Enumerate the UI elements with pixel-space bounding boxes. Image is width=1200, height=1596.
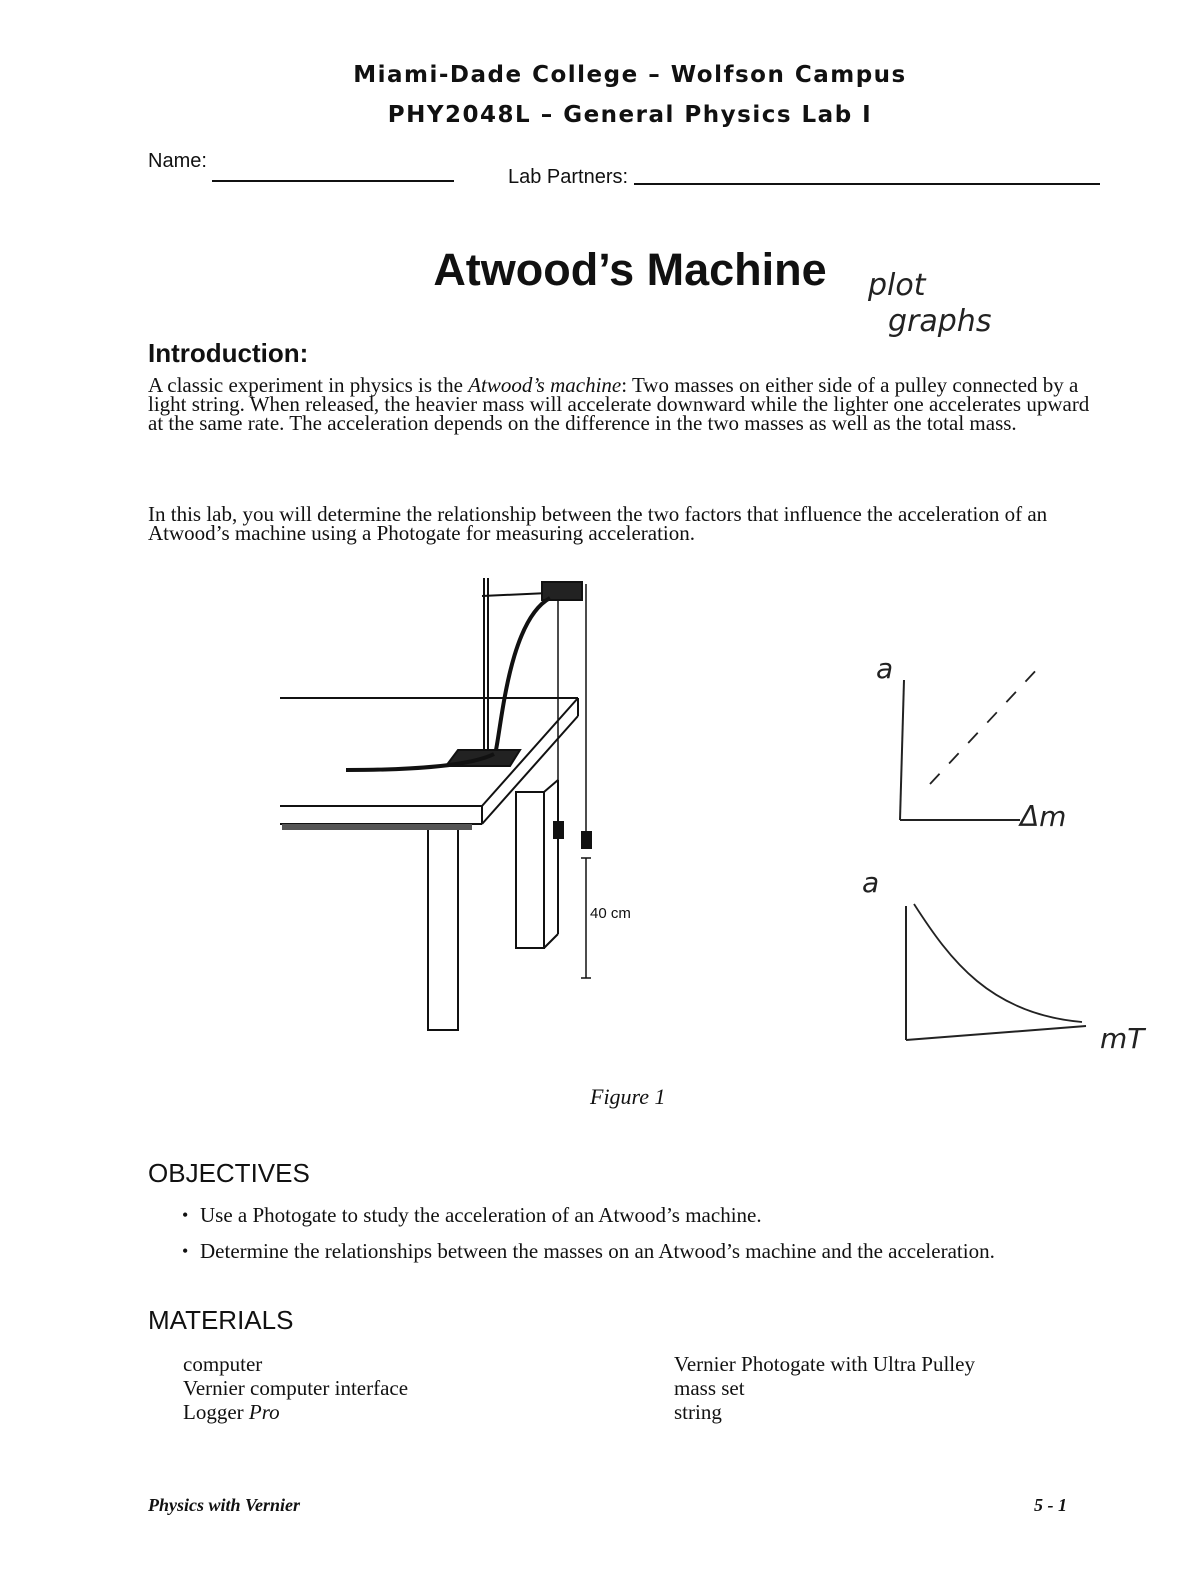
materials-left-column (183, 1352, 408, 1424)
graph2-x-label: mT (1100, 1022, 1145, 1055)
graph1-y-label: a (876, 652, 894, 685)
materials-heading: MATERIALS (148, 1305, 294, 1335)
figure-caption: Figure 1 (590, 1084, 666, 1109)
name-label: Name: (148, 150, 207, 172)
page-title: Atwood’s Machine (433, 244, 827, 295)
logger-pro-italic: Pro (248, 1400, 280, 1424)
graph1-x-label: Δm (1020, 800, 1067, 833)
list-item: • Determine the relationships between the masses on an Atwood’s machine and the acceleration. (182, 1236, 1142, 1272)
objectives-heading: OBJECTIVES (148, 1158, 310, 1188)
introduction-paragraph-1 (148, 373, 1108, 435)
introduction-heading: Introduction: (148, 338, 309, 368)
sketch-graphs (860, 660, 1120, 1080)
lab-partners-field[interactable] (634, 183, 1100, 185)
list-item: Vernier computer interface (183, 1376, 409, 1400)
name-field[interactable] (212, 180, 454, 182)
list-item: computer (183, 1352, 263, 1376)
intro-text-rest: : Two masses on either side of a pulley connected by a light string. When released, the heavier mass will accelerate downward while the lighter one accelerates upward at the same rate. The acceleration depends on the difference in the two masses as well as the total mass. (148, 373, 1090, 435)
intro-term: Atwood’s machine (468, 373, 622, 397)
objectives-list (182, 1200, 1142, 1272)
atwood-apparatus-figure (270, 570, 650, 1090)
list-item: • Use a Photogate to study the acceleration of an Atwood’s machine. (182, 1200, 1142, 1236)
college-header: Miami-Dade College – Wolfson Campus (353, 62, 907, 88)
handwritten-note-graphs: graphs (888, 304, 992, 339)
list-item: string (674, 1400, 722, 1424)
graph2-y-label: a (862, 866, 880, 899)
intro-text: A classic experiment in physics is the (148, 373, 469, 397)
materials-right-column (674, 1352, 975, 1424)
introduction-paragraph-2: In this lab, you will determine the relationship between the two factors that influence the acceleration of an Atwood’s machine using a Photogate for measuring acceleration. (148, 502, 1048, 545)
course-header: PHY2048L – General Physics Lab I (387, 102, 873, 128)
list-item: Vernier Photogate with Ultra Pulley (674, 1352, 975, 1376)
logger-text: Logger (183, 1400, 244, 1424)
list-item (183, 1400, 408, 1424)
lab-partners-label: Lab Partners: (508, 166, 629, 188)
page-number: 5 - 1 (1034, 1495, 1067, 1515)
distance-label: 40 cm (590, 905, 631, 922)
handwritten-note-plot: plot (868, 268, 926, 303)
footer-source: Physics with Vernier (148, 1495, 301, 1515)
table-edge-texture (282, 824, 472, 830)
list-item: mass set (674, 1376, 745, 1400)
